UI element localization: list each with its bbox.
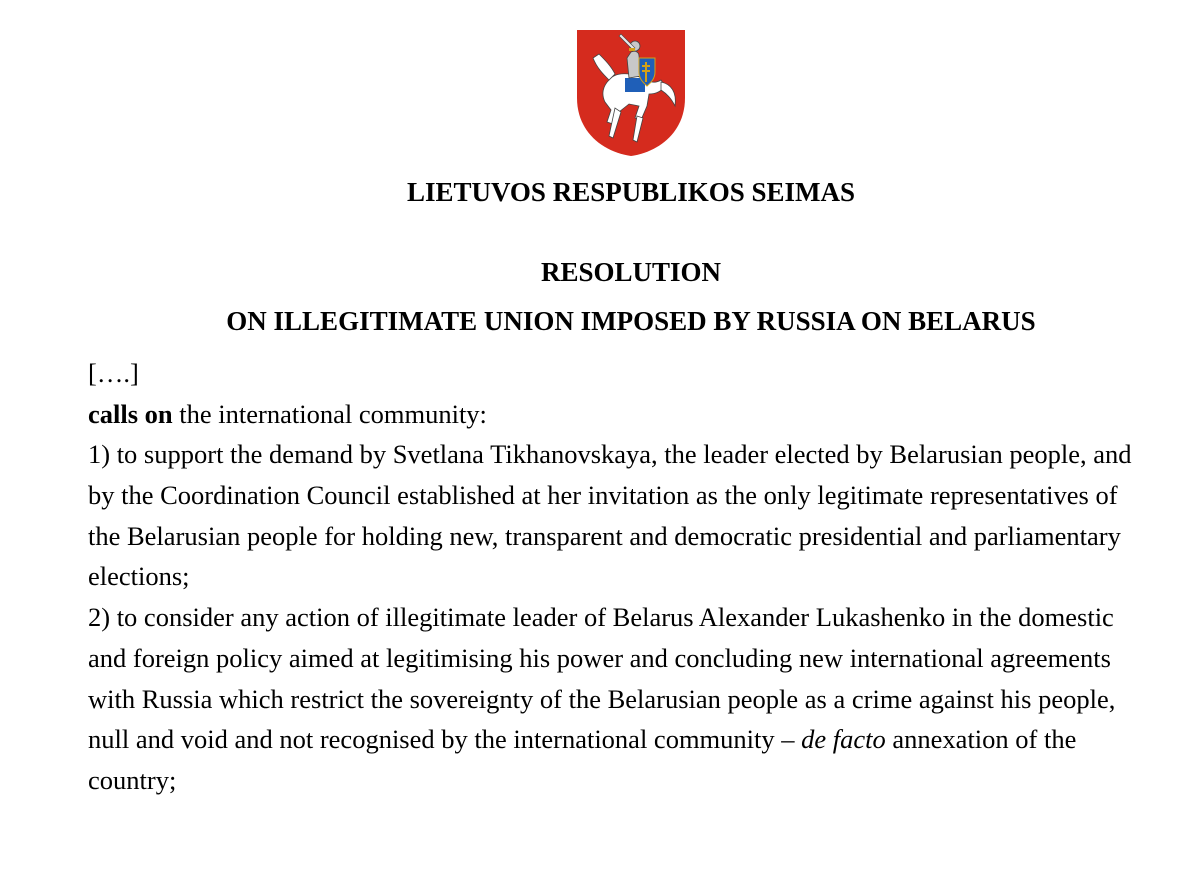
item-1-line-4: elections; — [88, 561, 190, 592]
item-2-line-4-post: annexation of the — [885, 724, 1077, 755]
item-1-line-2: by the Coordination Council established at her invitation as the only legitimate representatives of — [88, 480, 1118, 511]
resolution-body — [88, 353, 1173, 801]
call-line — [88, 394, 1173, 435]
coat-of-arms-icon — [575, 28, 687, 158]
de-facto-emphasis: de facto — [801, 724, 886, 755]
item-2-line-4-pre: null and void and not recognised by the international community – — [88, 724, 802, 755]
call-emphasis: calls on — [88, 398, 173, 429]
document-title: ON ILLEGITIMATE UNION IMPOSED BY RUSSIA ON BELARUS — [226, 306, 1036, 336]
call-rest: the international community: — [172, 398, 487, 429]
institution-heading: LIETUVOS RESPUBLIKOS SEIMAS — [406, 177, 856, 207]
document-type-heading: RESOLUTION — [540, 257, 722, 287]
item-2-line-1: 2) to consider any action of illegitimate leader of Belarus Alexander Lukashenko in the domestic — [88, 602, 1114, 633]
item-1-line-3: the Belarusian people for holding new, transparent and democratic presidential and parliamentary — [88, 520, 1121, 551]
item-2-line-3: with Russia which restrict the sovereignty of the Belarusian people as a crime against his people, — [88, 683, 1116, 714]
item-2-line-5: country; — [88, 764, 177, 795]
item-2-line-4 — [88, 719, 1173, 760]
item-1-line-1: 1) to support the demand by Svetlana Tikhanovskaya, the leader elected by Belarusian people, and — [88, 439, 1132, 470]
omission-marker: [….] — [88, 358, 139, 388]
item-2-line-2: and foreign policy aimed at legitimising his power and concluding new international agreements — [88, 642, 1111, 673]
